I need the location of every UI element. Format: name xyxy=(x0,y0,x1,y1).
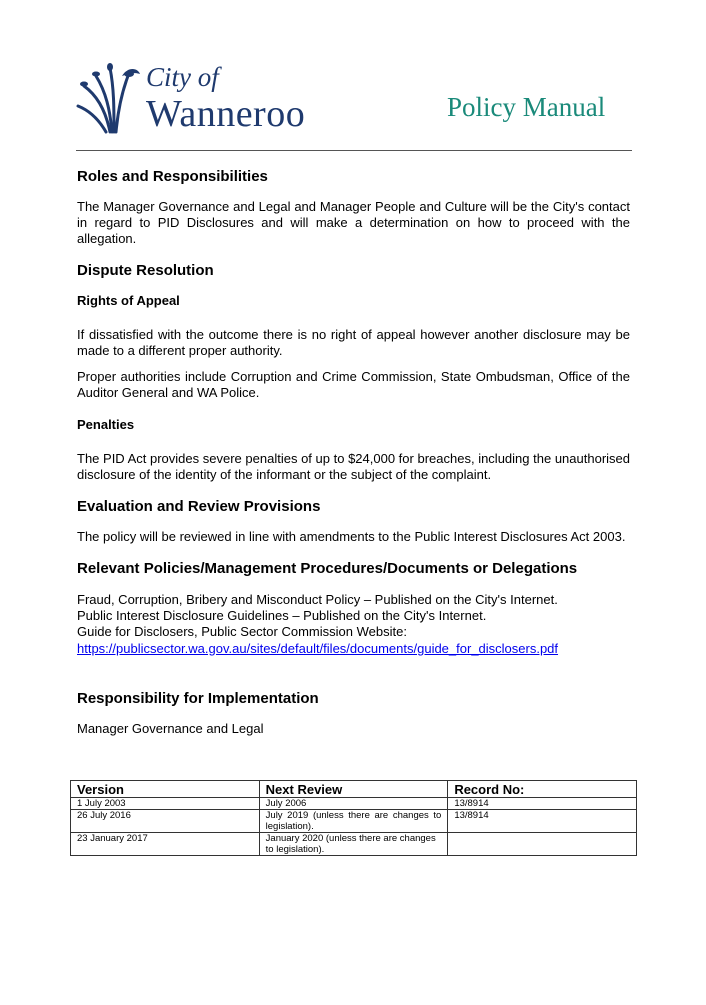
header-divider xyxy=(76,150,632,151)
evaluation-text: The policy will be reviewed in line with amendments to the Public Interest Disclosures Act 2003. xyxy=(77,529,626,544)
implementation-text: Manager Governance and Legal xyxy=(77,721,264,736)
cell-next-review: January 2020 (unless there are changes to legislation). xyxy=(259,833,448,856)
cell-record-no: 13/8914 xyxy=(448,810,637,833)
penalties-heading: Penalties xyxy=(77,417,135,432)
relevant-list xyxy=(77,592,630,658)
cell-record-no: 13/8914 xyxy=(448,798,637,810)
page-header xyxy=(0,0,706,152)
roles-text: The Manager Governance and Legal and Manager People and Culture will be the City's contact in regard to PID Disclosures and will make a determination on how to proceed with the allegation. xyxy=(77,199,630,246)
authorities-text: Proper authorities include Corruption and Crime Commission, State Ombudsman, Office of the Auditor General and WA Police. xyxy=(77,369,630,400)
relevant-line-fraud: Fraud, Corruption, Bribery and Misconduct Policy – Published on the City's Internet. xyxy=(77,592,558,607)
relevant-heading: Relevant Policies/Management Procedures/Documents or Delegations xyxy=(77,560,578,577)
table-row xyxy=(71,798,637,810)
appeal-text: If dissatisfied with the outcome there is no right of appeal however another disclosure may be made to a different proper authority. xyxy=(77,327,630,358)
cell-version: 26 July 2016 xyxy=(71,810,260,833)
logo-city-text: City of xyxy=(146,62,219,92)
table-row xyxy=(71,810,637,833)
cell-next-review: July 2019 (unless there are changes to legislation). xyxy=(259,810,448,833)
cell-version: 1 July 2003 xyxy=(71,798,260,810)
logo-name-text: Wanneroo xyxy=(146,93,306,135)
relevant-line-guidelines: Public Interest Disclosure Guidelines – Published on the City's Internet. xyxy=(77,608,487,623)
cell-next-review: July 2006 xyxy=(259,798,448,810)
penalties-text: The PID Act provides severe penalties of up to $24,000 for breaches, including the unauthorised disclosure of the identity of the informant or the subject of the complaint. xyxy=(77,451,630,482)
implementation-heading: Responsibility for Implementation xyxy=(77,690,319,707)
version-table xyxy=(70,780,637,856)
guide-link[interactable]: https://publicsector.wa.gov.au/sites/default/files/documents/guide_for_disclosers.pdf xyxy=(77,641,559,656)
dispute-heading: Dispute Resolution xyxy=(77,262,214,279)
evaluation-heading: Evaluation and Review Provisions xyxy=(77,498,321,515)
appeal-heading: Rights of Appeal xyxy=(77,293,180,308)
cell-version: 23 January 2017 xyxy=(71,833,260,856)
table-row xyxy=(71,833,637,856)
cell-record-no xyxy=(448,833,637,856)
col-record-no: Record No: xyxy=(448,781,637,798)
page-content xyxy=(77,166,630,737)
manual-title: Policy Manual xyxy=(447,92,606,122)
col-next-review: Next Review xyxy=(259,781,448,798)
city-logo xyxy=(76,62,326,134)
relevant-line-guide: Guide for Disclosers, Public Sector Commission Website: xyxy=(77,624,407,639)
wanneroo-plant-icon xyxy=(76,62,142,134)
col-version: Version xyxy=(71,781,260,798)
table-header-row xyxy=(71,781,637,798)
roles-heading: Roles and Responsibilities xyxy=(77,168,268,185)
